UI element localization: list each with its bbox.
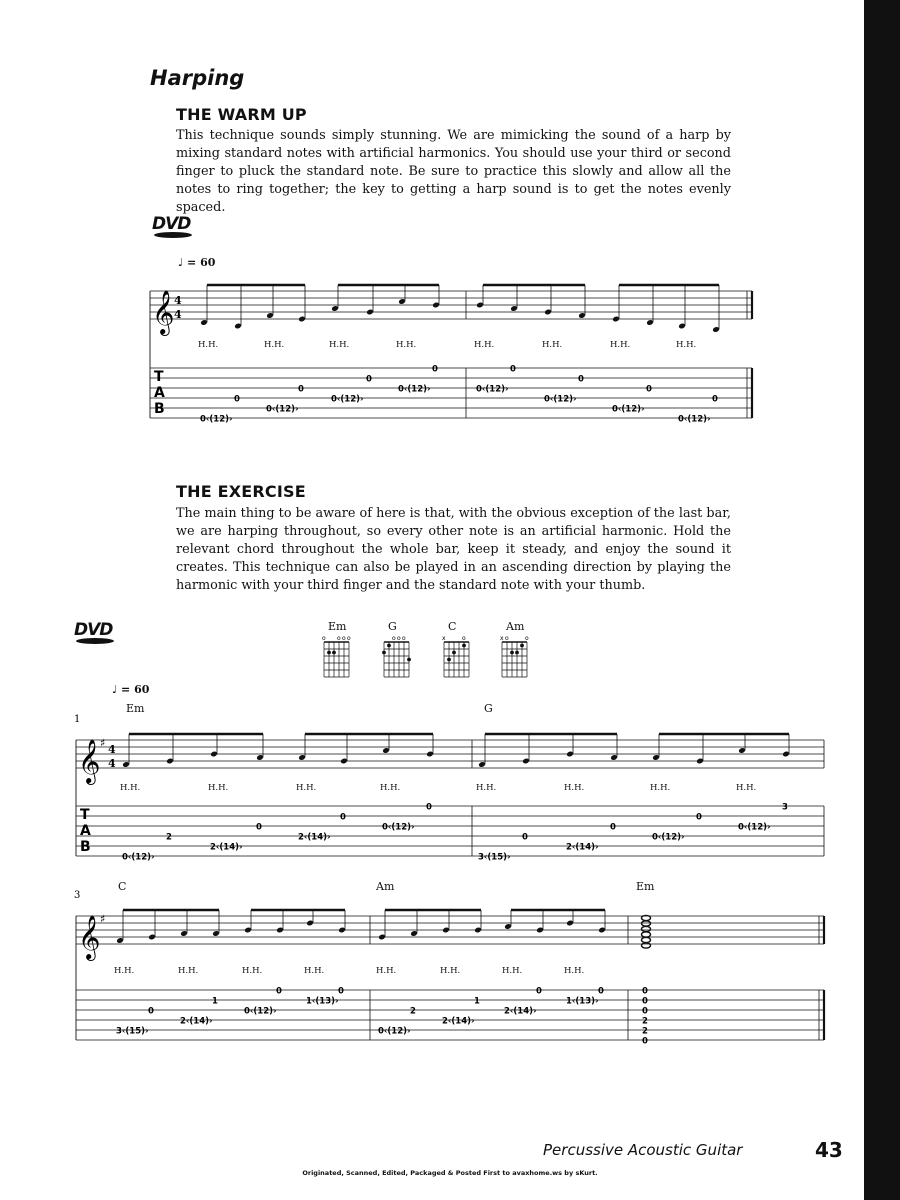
harmonic-label: H.H. (198, 340, 219, 350)
tab-fret-number: 0‹(12)› (266, 404, 299, 415)
chord-diagram-name: Am (506, 620, 525, 633)
chord-diagram-name: Em (328, 620, 347, 633)
tab-fret-number: 0 (642, 1036, 648, 1047)
warmup-tempo: ♩ = 60 (178, 256, 216, 269)
tab-fret-number: 0 (298, 384, 304, 395)
measure-number: 3 (74, 890, 81, 901)
time-signature-top: 4 (174, 294, 182, 307)
tab-fret-number: 2 (642, 1016, 648, 1027)
tab-clef-letter: B (154, 401, 165, 417)
treble-clef-icon: 𝄞 (78, 915, 101, 959)
svg-text:o: o (525, 635, 529, 642)
tab-fret-number: 0 (340, 812, 346, 823)
tab-fret-number: 0 (646, 384, 652, 395)
tab-fret-number: 0 (598, 986, 604, 997)
harmonic-label: H.H. (474, 340, 495, 350)
harmonic-label: H.H. (502, 966, 523, 976)
tab-fret-number: 0 (338, 986, 344, 997)
svg-text:x: x (442, 635, 446, 642)
svg-text:o: o (322, 635, 326, 642)
harmonic-label: H.H. (736, 783, 757, 793)
tab-fret-number: 2‹(14)› (442, 1016, 475, 1027)
tab-fret-number: 0 (536, 986, 542, 997)
chord-symbol: Em (636, 880, 655, 893)
whole-note (642, 921, 651, 926)
tab-fret-number: 0 (610, 822, 616, 833)
chord-symbol: Em (126, 702, 145, 715)
tab-fret-number: 0 (234, 394, 240, 405)
svg-text:o: o (342, 635, 346, 642)
exercise-tempo: ♩ = 60 (112, 683, 150, 696)
harmonic-label: H.H. (242, 966, 263, 976)
tab-fret-number: 0‹(12)› (244, 1006, 277, 1017)
key-signature-sharp: ♯ (100, 912, 106, 926)
page-number: 43 (815, 1138, 843, 1162)
tab-fret-number: 0 (426, 802, 432, 813)
scan-credit: Originated, Scanned, Edited, Packaged & Posted First to avaxhome.ws by sKurt. (302, 1169, 598, 1177)
tab-fret-number: 0‹(12)› (738, 822, 771, 833)
tab-fret-number: 0 (696, 812, 702, 823)
treble-clef-icon: 𝄞 (78, 739, 101, 783)
warmup-paragraph: This technique sounds simply stunning. We are mimicking the sound of a harp by mixing standard notes with artificial harmonics. You should use your third or second finger to pluck the standard note. Be sure to practice this slowly and allow all the notes to ring together; the key to getting a harp sound is to get the notes evenly spaced. (176, 128, 731, 215)
tab-fret-number: 0‹(12)› (200, 414, 233, 425)
svg-text:o: o (337, 635, 341, 642)
chord-symbol: G (484, 702, 493, 715)
harmonic-label: H.H. (564, 783, 585, 793)
tab-fret-number: 0‹(12)› (398, 384, 431, 395)
harmonic-label: H.H. (676, 340, 697, 350)
harmonic-label: H.H. (296, 783, 317, 793)
tab-clef-letter: B (80, 839, 91, 855)
svg-text:o: o (347, 635, 351, 642)
harmonic-label: H.H. (304, 966, 325, 976)
harmonic-label: H.H. (208, 783, 229, 793)
warmup-heading: THE WARM UP (176, 105, 307, 124)
tab-fret-number: 0 (642, 986, 648, 997)
time-signature-top: 4 (108, 743, 116, 756)
whole-note (642, 932, 651, 937)
harmonic-label: H.H. (120, 783, 141, 793)
time-signature-bottom: 4 (174, 308, 182, 321)
svg-text:o: o (392, 635, 396, 642)
tab-clef-letter: A (154, 385, 165, 401)
tab-fret-number: 0 (432, 364, 438, 375)
harmonic-label: H.H. (329, 340, 350, 350)
tab-fret-number: 0 (276, 986, 282, 997)
harmonic-label: H.H. (564, 966, 585, 976)
tab-fret-number: 0 (522, 832, 528, 843)
tab-fret-number: 2‹(14)› (566, 842, 599, 853)
key-signature-sharp: ♯ (100, 736, 106, 750)
exercise-tempo-value: = 60 (121, 683, 150, 696)
tab-fret-number: 2‹(14)› (210, 842, 243, 853)
tab-fret-number: 0 (642, 996, 648, 1007)
tab-fret-number: 0 (642, 1006, 648, 1017)
harmonic-label: H.H. (264, 340, 285, 350)
page-edge-bar (864, 0, 900, 1200)
tab-fret-number: 0‹(12)› (652, 832, 685, 843)
harmonic-label: H.H. (542, 340, 563, 350)
tab-fret-number: 1‹(13)› (306, 996, 339, 1007)
tab-fret-number: 1 (474, 996, 480, 1007)
tab-fret-number: 0 (712, 394, 718, 405)
tab-fret-number: 1‹(13)› (566, 996, 599, 1007)
exercise-heading: THE EXERCISE (176, 482, 306, 501)
tab-fret-number: 2 (166, 832, 172, 843)
tab-fret-number: 2 (410, 1006, 416, 1017)
treble-clef-icon: 𝄞 (152, 290, 175, 334)
tab-fret-number: 0 (578, 374, 584, 385)
harmonic-label: H.H. (440, 966, 461, 976)
tab-fret-number: 2 (642, 1026, 648, 1037)
section-title: Harping (150, 66, 245, 90)
tab-fret-number: 3‹(15)› (116, 1026, 149, 1037)
harmonic-label: H.H. (650, 783, 671, 793)
tab-fret-number: 0‹(12)› (331, 394, 364, 405)
tab-fret-number: 0‹(12)› (678, 414, 711, 425)
harmonic-label: H.H. (376, 966, 397, 976)
tab-fret-number: 1 (212, 996, 218, 1007)
harmonic-label: H.H. (114, 966, 135, 976)
tab-fret-number: 0 (366, 374, 372, 385)
dvd-label: DVD (74, 620, 113, 640)
tab-fret-number: 0‹(12)› (544, 394, 577, 405)
tab-fret-number: 2‹(14)› (298, 832, 331, 843)
chord-symbol: C (118, 880, 127, 893)
exercise-paragraph: The main thing to be aware of here is that, with the obvious exception of the last bar, we are harping throughout, so every other note is an artificial harmonic. Hold the relevant chord throughout the whole bar, keep it steady, and enjoy the sound it creates. This technique can also be played in an ascending direction by playing the harmonic with your third finger and the standard note with your thumb. (176, 506, 731, 593)
harmonic-label: H.H. (610, 340, 631, 350)
whole-note (642, 937, 651, 942)
tab-fret-number: 2‹(14)› (504, 1006, 537, 1017)
tab-clef-letter: T (154, 369, 164, 385)
svg-text:o: o (462, 635, 466, 642)
harmonic-label: H.H. (380, 783, 401, 793)
tab-fret-number: 0 (148, 1006, 154, 1017)
whole-note (642, 926, 651, 931)
warmup-tempo-value: = 60 (187, 256, 216, 269)
tab-clef-letter: A (80, 823, 91, 839)
svg-text:o: o (402, 635, 406, 642)
tab-fret-number: 0‹(12)› (612, 404, 645, 415)
chord-diagram-name: G (388, 620, 397, 633)
tab-fret-number: 0‹(12)› (476, 384, 509, 395)
svg-text:x: x (500, 635, 504, 642)
harmonic-label: H.H. (178, 966, 199, 976)
measure-number: 1 (74, 714, 81, 725)
harmonic-label: H.H. (396, 340, 417, 350)
svg-text:o: o (505, 635, 509, 642)
tab-clef-letter: T (80, 807, 90, 823)
book-title: Percussive Acoustic Guitar (543, 1141, 743, 1159)
tab-fret-number: 3 (782, 802, 788, 813)
tab-fret-number: 0 (256, 822, 262, 833)
tab-fret-number: 0 (510, 364, 516, 375)
time-signature-bottom: 4 (108, 757, 116, 770)
dvd-label: DVD (152, 214, 191, 234)
svg-text:o: o (397, 635, 401, 642)
tab-fret-number: 0‹(12)› (378, 1026, 411, 1037)
tab-fret-number: 2‹(14)› (180, 1016, 213, 1027)
tab-fret-number: 3‹(15)› (478, 852, 511, 863)
chord-diagram-name: C (448, 620, 457, 633)
chord-symbol: Am (376, 880, 395, 893)
tab-fret-number: 0‹(12)› (382, 822, 415, 833)
harmonic-label: H.H. (476, 783, 497, 793)
tab-fret-number: 0‹(12)› (122, 852, 155, 863)
